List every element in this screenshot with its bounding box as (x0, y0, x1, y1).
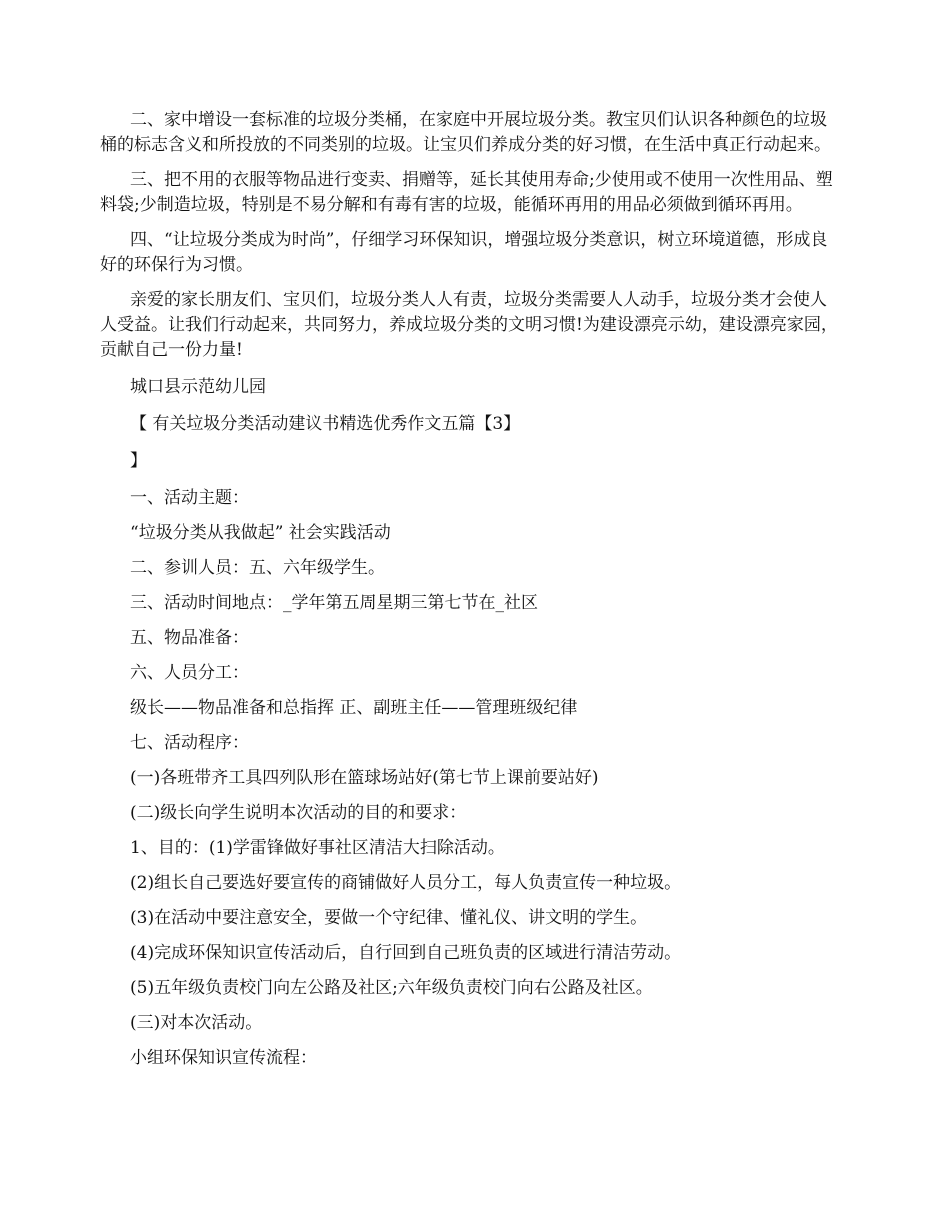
list-item: 五、物品准备： (130, 628, 249, 648)
list-item: (三)对本次活动。 (130, 1013, 263, 1033)
list-item: 二、参训人员：五、六年级学生。 (130, 558, 385, 578)
list-item: (3)在活动中要注意安全，要做一个守纪律、懂礼仪、讲文明的学生。 (130, 908, 648, 928)
list-item: 级长——物品准备和总指挥 正、副班主任——管理班级纪律 (130, 698, 578, 718)
list-item: (4)完成环保知识宣传活动后，自行回到自己班负责的区域进行清洁劳动。 (130, 943, 682, 963)
signature: 城口县示范幼儿园 (130, 377, 266, 397)
list-item: 一、活动主题： (130, 488, 249, 508)
section-heading: 【 有关垃圾分类活动建议书精选优秀作文五篇【3】 (130, 414, 521, 434)
paragraph-fashion: 四、“让垃圾分类成为时尚”，仔细学习环保知识，增强垃圾分类意识，树立环境道德，形成良好的环保行为习惯。 (100, 230, 828, 275)
list-item: (2)组长自己要选好要宣传的商铺做好人员分工，每人负责宣传一种垃圾。 (130, 873, 682, 893)
paragraph-reuse: 三、把不用的衣服等物品进行变卖、捐赠等，延长其使用寿命;少使用或不使用一次性用品、塑料袋;少制造垃圾，特别是不易分解和有毒有害的垃圾，能循环再用的用品必须做到循环再用。 (100, 170, 833, 215)
document-body (100, 108, 840, 1071)
list-item: (5)五年级负责校门向左公路及社区;六年级负责校门向右公路及社区。 (130, 978, 653, 998)
list-item: 小组环保知识宣传流程： (130, 1048, 317, 1068)
list-item: 三、活动时间地点：_学年第五周星期三第七节在_社区 (130, 593, 538, 613)
paragraph-home-bins: 二、家中增设一套标准的垃圾分类桶，在家庭中开展垃圾分类。教宝贝们认识各种颜色的垃圾桶的标志含义和所投放的不同类别的垃圾。让宝贝们养成分类的好习惯，在生活中真正行动起来。 (100, 110, 831, 155)
paragraph-closing: 亲爱的家长朋友们、宝贝们，垃圾分类人人有责，垃圾分类需要人人动手，垃圾分类才会使人人受益。让我们行动起来，共同努力，养成垃圾分类的文明习惯!为建设漂亮示幼，建设漂亮家园，贡献自己一份力量! (100, 290, 838, 360)
list-item: 七、活动程序： (130, 733, 249, 753)
list-item: 1、目的：(1)学雷锋做好事社区清洁大扫除活动。 (130, 838, 505, 858)
section-heading-bracket: 】 (130, 451, 147, 471)
list-item: 六、人员分工： (130, 663, 249, 683)
list-item: (一)各班带齐工具四列队形在篮球场站好(第七节上课前要站好) (130, 768, 599, 788)
list-item: “垃圾分类从我做起” 社会实践活动 (130, 523, 391, 543)
list-item: (二)级长向学生说明本次活动的目的和要求： (130, 803, 467, 823)
